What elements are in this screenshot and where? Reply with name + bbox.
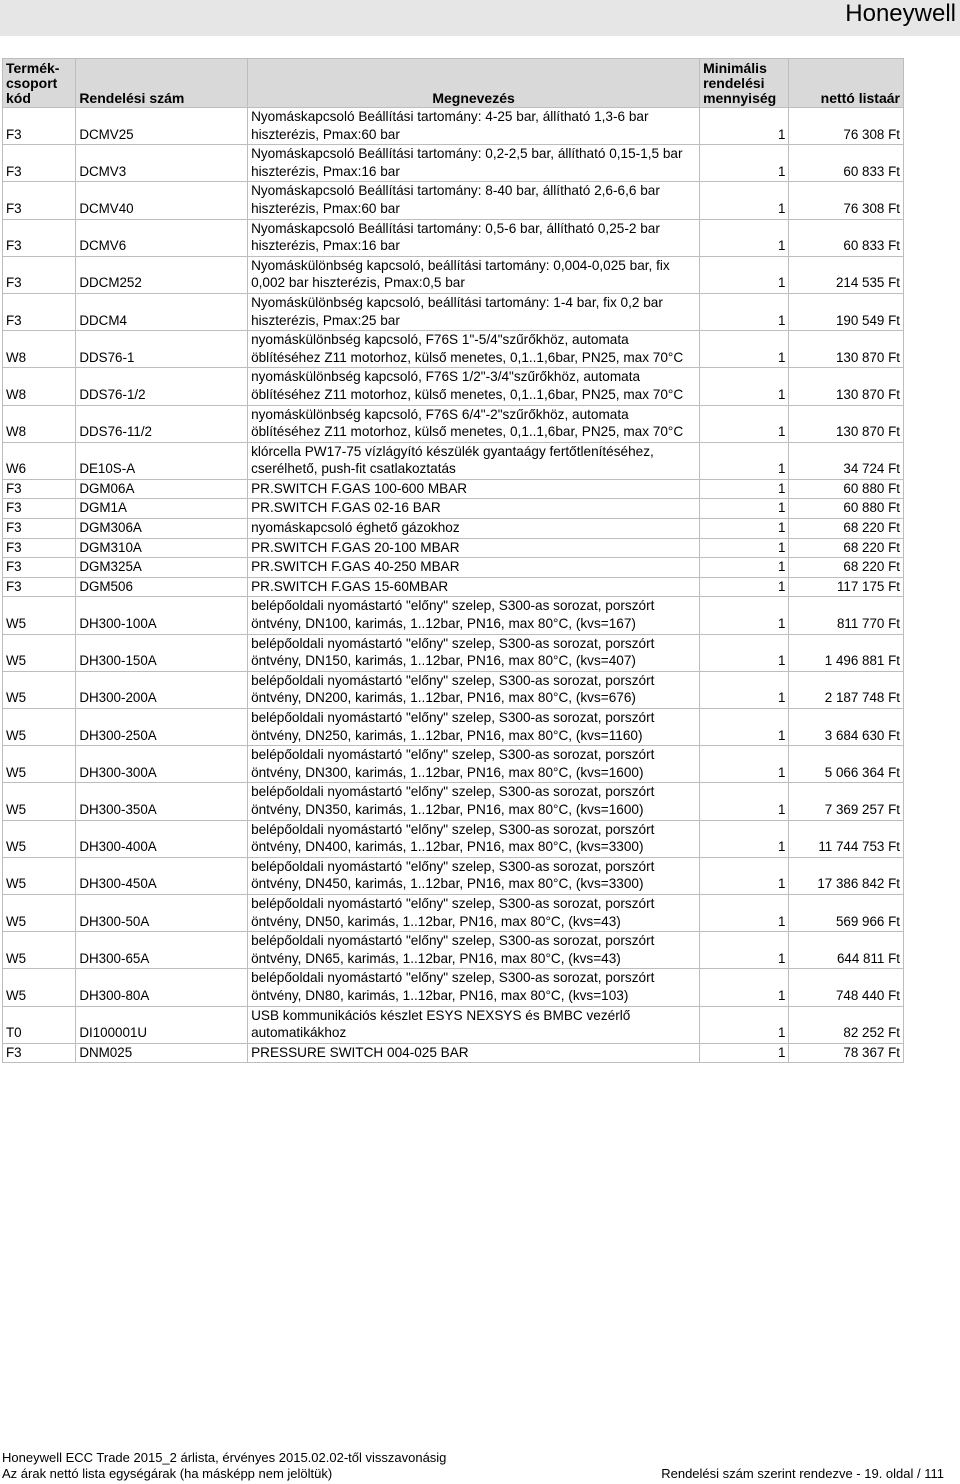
cell-description: belépőoldali nyomástartó "előny" szelep, S300-as sorozat, porszórt öntvény, DN50, karimás, 1..12bar, PN16, max 80°C, (kvs=43) xyxy=(248,894,700,931)
cell-min-qty: 1 xyxy=(700,1043,789,1063)
cell-description: USB kommunikációs készlet ESYS NEXSYS és BMBC vezérlő automatikákhoz xyxy=(248,1006,700,1043)
col-header-min-qty: Minimális rendelési mennyiség xyxy=(700,59,789,108)
table-row xyxy=(3,709,904,746)
cell-min-qty: 1 xyxy=(700,538,789,558)
table-row xyxy=(3,219,904,256)
cell-description: belépőoldali nyomástartó "előny" szelep, S300-as sorozat, porszórt öntvény, DN150, karimás, 1..12bar, PN16, max 80°C, (kvs=407) xyxy=(248,634,700,671)
cell-group: F3 xyxy=(3,293,76,330)
cell-group: W5 xyxy=(3,932,76,969)
cell-description: Nyomáskapcsoló Beállítási tartomány: 8-40 bar, állítható 2,6-6,6 bar hiszterézis, Pmax:60 bar xyxy=(248,182,700,219)
cell-description: Nyomáskapcsoló Beállítási tartomány: 0,5-6 bar, állítható 0,25-2 bar hiszterézis, Pmax:16 bar xyxy=(248,219,700,256)
cell-description: belépőoldali nyomástartó "előny" szelep, S300-as sorozat, porszórt öntvény, DN200, karimás, 1..12bar, PN16, max 80°C, (kvs=676) xyxy=(248,671,700,708)
table-row xyxy=(3,368,904,405)
footer-validity: Honeywell ECC Trade 2015_2 árlista, érvényes 2015.02.02-től visszavonásig xyxy=(2,1450,447,1465)
cell-order-code: DCMV25 xyxy=(76,108,248,145)
table-row xyxy=(3,969,904,1006)
table-row xyxy=(3,1043,904,1063)
cell-description: klórcella PW17-75 vízlágyító készülék gyantaágy fertőtlenítéséhez, cserélhető, push-fit csatlakoztatás xyxy=(248,442,700,479)
col-header-description: Megnevezés xyxy=(248,59,700,108)
col-header-price: nettó listaár xyxy=(789,59,904,108)
cell-group: W5 xyxy=(3,746,76,783)
cell-order-code: DNM025 xyxy=(76,1043,248,1063)
cell-min-qty: 1 xyxy=(700,894,789,931)
table-row xyxy=(3,746,904,783)
cell-order-code: DCMV3 xyxy=(76,145,248,182)
table-row xyxy=(3,519,904,539)
cell-order-code: DGM310A xyxy=(76,538,248,558)
cell-group: W5 xyxy=(3,634,76,671)
cell-order-code: DE10S-A xyxy=(76,442,248,479)
cell-price: 214 535 Ft xyxy=(789,256,904,293)
cell-min-qty: 1 xyxy=(700,597,789,634)
cell-description: nyomáskapcsoló éghető gázokhoz xyxy=(248,519,700,539)
cell-description: nyomáskülönbség kapcsoló, F76S 6/4"-2"szűrőkhöz, automata öblítéséhez Z11 motorhoz, külső menetes, 0,1..1,6bar, PN25, max 70°C xyxy=(248,405,700,442)
cell-price: 82 252 Ft xyxy=(789,1006,904,1043)
cell-group: W5 xyxy=(3,597,76,634)
cell-price: 60 880 Ft xyxy=(789,499,904,519)
cell-group: F3 xyxy=(3,145,76,182)
cell-min-qty: 1 xyxy=(700,558,789,578)
cell-price: 117 175 Ft xyxy=(789,577,904,597)
table-row xyxy=(3,857,904,894)
table-row xyxy=(3,479,904,499)
cell-description: Nyomáskülönbség kapcsoló, beállítási tartomány: 0,004-0,025 bar, fix 0,002 bar hiszterézis, Pmax:0,5 bar xyxy=(248,256,700,293)
table-row xyxy=(3,783,904,820)
table-row xyxy=(3,1006,904,1043)
cell-min-qty: 1 xyxy=(700,671,789,708)
cell-group: W5 xyxy=(3,894,76,931)
cell-price: 68 220 Ft xyxy=(789,519,904,539)
table-row xyxy=(3,405,904,442)
cell-min-qty: 1 xyxy=(700,108,789,145)
cell-order-code: DCMV6 xyxy=(76,219,248,256)
cell-group: W8 xyxy=(3,331,76,368)
cell-group: T0 xyxy=(3,1006,76,1043)
cell-min-qty: 1 xyxy=(700,331,789,368)
cell-order-code: DH300-50A xyxy=(76,894,248,931)
cell-min-qty: 1 xyxy=(700,182,789,219)
cell-min-qty: 1 xyxy=(700,1006,789,1043)
table-row xyxy=(3,442,904,479)
cell-price: 2 187 748 Ft xyxy=(789,671,904,708)
cell-description: belépőoldali nyomástartó "előny" szelep, S300-as sorozat, porszórt öntvény, DN250, karimás, 1..12bar, PN16, max 80°C, (kvs=1160) xyxy=(248,709,700,746)
cell-description: belépőoldali nyomástartó "előny" szelep, S300-as sorozat, porszórt öntvény, DN350, karimás, 1..12bar, PN16, max 80°C, (kvs=1600) xyxy=(248,783,700,820)
cell-order-code: DDCM4 xyxy=(76,293,248,330)
cell-order-code: DH300-450A xyxy=(76,857,248,894)
table-row xyxy=(3,182,904,219)
cell-min-qty: 1 xyxy=(700,145,789,182)
cell-min-qty: 1 xyxy=(700,577,789,597)
cell-description: belépőoldali nyomástartó "előny" szelep, S300-as sorozat, porszórt öntvény, DN100, karimás, 1..12bar, PN16, max 80°C, (kvs=167) xyxy=(248,597,700,634)
cell-order-code: DCMV40 xyxy=(76,182,248,219)
cell-order-code: DH300-80A xyxy=(76,969,248,1006)
table-row xyxy=(3,108,904,145)
footer-page-info: Rendelési szám szerint rendezve - 19. oldal / 111 xyxy=(661,1466,944,1481)
cell-order-code: DH300-65A xyxy=(76,932,248,969)
cell-price: 190 549 Ft xyxy=(789,293,904,330)
cell-group: F3 xyxy=(3,219,76,256)
cell-group: W5 xyxy=(3,709,76,746)
table-row xyxy=(3,671,904,708)
cell-min-qty: 1 xyxy=(700,857,789,894)
cell-price: 569 966 Ft xyxy=(789,894,904,931)
cell-price: 130 870 Ft xyxy=(789,331,904,368)
cell-group: F3 xyxy=(3,1043,76,1063)
cell-price: 748 440 Ft xyxy=(789,969,904,1006)
cell-group: W6 xyxy=(3,442,76,479)
cell-group: F3 xyxy=(3,256,76,293)
cell-min-qty: 1 xyxy=(700,783,789,820)
cell-order-code: DGM1A xyxy=(76,499,248,519)
cell-order-code: DI100001U xyxy=(76,1006,248,1043)
cell-order-code: DH300-100A xyxy=(76,597,248,634)
table-body xyxy=(3,108,904,1063)
cell-group: F3 xyxy=(3,577,76,597)
cell-order-code: DGM06A xyxy=(76,479,248,499)
cell-order-code: DGM506 xyxy=(76,577,248,597)
cell-price: 60 880 Ft xyxy=(789,479,904,499)
cell-price: 3 684 630 Ft xyxy=(789,709,904,746)
cell-description: PRESSURE SWITCH 004-025 BAR xyxy=(248,1043,700,1063)
cell-description: belépőoldali nyomástartó "előny" szelep, S300-as sorozat, porszórt öntvény, DN400, karimás, 1..12bar, PN16, max 80°C, (kvs=3300) xyxy=(248,820,700,857)
cell-min-qty: 1 xyxy=(700,479,789,499)
table-row xyxy=(3,820,904,857)
footer-note: Az árak nettó lista egységárak (ha másképp nem jelöltük) xyxy=(2,1466,333,1481)
cell-description: Nyomáskülönbség kapcsoló, beállítási tartomány: 1-4 bar, fix 0,2 bar hiszterézis, Pmax:25 bar xyxy=(248,293,700,330)
cell-price: 76 308 Ft xyxy=(789,182,904,219)
cell-price: 644 811 Ft xyxy=(789,932,904,969)
page-header-bar xyxy=(0,0,960,36)
cell-price: 34 724 Ft xyxy=(789,442,904,479)
cell-min-qty: 1 xyxy=(700,709,789,746)
table-row xyxy=(3,256,904,293)
cell-group: F3 xyxy=(3,499,76,519)
table-row xyxy=(3,597,904,634)
cell-order-code: DDS76-1/2 xyxy=(76,368,248,405)
cell-price: 1 496 881 Ft xyxy=(789,634,904,671)
table-header-row xyxy=(3,59,904,108)
cell-price: 811 770 Ft xyxy=(789,597,904,634)
cell-price: 17 386 842 Ft xyxy=(789,857,904,894)
cell-price: 130 870 Ft xyxy=(789,368,904,405)
cell-description: belépőoldali nyomástartó "előny" szelep, S300-as sorozat, porszórt öntvény, DN65, karimás, 1..12bar, PN16, max 80°C, (kvs=43) xyxy=(248,932,700,969)
table-row xyxy=(3,538,904,558)
cell-price: 68 220 Ft xyxy=(789,558,904,578)
cell-order-code: DGM325A xyxy=(76,558,248,578)
cell-group: F3 xyxy=(3,108,76,145)
price-list-table xyxy=(2,58,904,1063)
cell-group: F3 xyxy=(3,479,76,499)
cell-min-qty: 1 xyxy=(700,932,789,969)
cell-order-code: DH300-350A xyxy=(76,783,248,820)
cell-description: belépőoldali nyomástartó "előny" szelep, S300-as sorozat, porszórt öntvény, DN80, karimás, 1..12bar, PN16, max 80°C, (kvs=103) xyxy=(248,969,700,1006)
table-row xyxy=(3,577,904,597)
table-row xyxy=(3,634,904,671)
cell-description: PR.SWITCH F.GAS 15-60MBAR xyxy=(248,577,700,597)
table-row xyxy=(3,894,904,931)
cell-min-qty: 1 xyxy=(700,405,789,442)
cell-group: W8 xyxy=(3,368,76,405)
table-row xyxy=(3,499,904,519)
cell-min-qty: 1 xyxy=(700,746,789,783)
col-header-group: Termék-csoport kód xyxy=(3,59,76,108)
cell-min-qty: 1 xyxy=(700,368,789,405)
cell-description: Nyomáskapcsoló Beállítási tartomány: 0,2-2,5 bar, állítható 0,15-1,5 bar hiszterézis, Pmax:16 bar xyxy=(248,145,700,182)
cell-price: 130 870 Ft xyxy=(789,405,904,442)
cell-order-code: DH300-250A xyxy=(76,709,248,746)
cell-order-code: DH300-400A xyxy=(76,820,248,857)
cell-price: 5 066 364 Ft xyxy=(789,746,904,783)
cell-description: Nyomáskapcsoló Beállítási tartomány: 4-25 bar, állítható 1,3-6 bar hiszterézis, Pmax:60 bar xyxy=(248,108,700,145)
cell-min-qty: 1 xyxy=(700,442,789,479)
cell-min-qty: 1 xyxy=(700,969,789,1006)
table-row xyxy=(3,932,904,969)
cell-min-qty: 1 xyxy=(700,256,789,293)
cell-group: F3 xyxy=(3,558,76,578)
table-row xyxy=(3,293,904,330)
cell-price: 11 744 753 Ft xyxy=(789,820,904,857)
cell-order-code: DGM306A xyxy=(76,519,248,539)
col-header-code: Rendelési szám xyxy=(76,59,248,108)
cell-min-qty: 1 xyxy=(700,293,789,330)
cell-price: 78 367 Ft xyxy=(789,1043,904,1063)
table-row xyxy=(3,145,904,182)
cell-min-qty: 1 xyxy=(700,519,789,539)
table-row xyxy=(3,331,904,368)
table-row xyxy=(3,558,904,578)
cell-order-code: DH300-150A xyxy=(76,634,248,671)
cell-group: F3 xyxy=(3,519,76,539)
cell-price: 60 833 Ft xyxy=(789,219,904,256)
cell-order-code: DH300-300A xyxy=(76,746,248,783)
cell-group: W5 xyxy=(3,783,76,820)
cell-description: belépőoldali nyomástartó "előny" szelep, S300-as sorozat, porszórt öntvény, DN450, karimás, 1..12bar, PN16, max 80°C, (kvs=3300) xyxy=(248,857,700,894)
cell-price: 76 308 Ft xyxy=(789,108,904,145)
cell-description: PR.SWITCH F.GAS 40-250 MBAR xyxy=(248,558,700,578)
cell-price: 7 369 257 Ft xyxy=(789,783,904,820)
cell-price: 68 220 Ft xyxy=(789,538,904,558)
cell-description: PR.SWITCH F.GAS 20-100 MBAR xyxy=(248,538,700,558)
cell-group: W5 xyxy=(3,857,76,894)
cell-description: PR.SWITCH F.GAS 02-16 BAR xyxy=(248,499,700,519)
cell-order-code: DDS76-1 xyxy=(76,331,248,368)
cell-description: nyomáskülönbség kapcsoló, F76S 1/2"-3/4"szűrőkhöz, automata öblítéséhez Z11 motorhoz, külső menetes, 0,1..1,6bar, PN25, max 70°C xyxy=(248,368,700,405)
cell-group: F3 xyxy=(3,538,76,558)
cell-min-qty: 1 xyxy=(700,820,789,857)
cell-group: W5 xyxy=(3,671,76,708)
cell-order-code: DDS76-11/2 xyxy=(76,405,248,442)
cell-min-qty: 1 xyxy=(700,634,789,671)
cell-min-qty: 1 xyxy=(700,219,789,256)
cell-price: 60 833 Ft xyxy=(789,145,904,182)
cell-description: PR.SWITCH F.GAS 100-600 MBAR xyxy=(248,479,700,499)
cell-group: W8 xyxy=(3,405,76,442)
cell-order-code: DH300-200A xyxy=(76,671,248,708)
cell-group: W5 xyxy=(3,969,76,1006)
cell-group: F3 xyxy=(3,182,76,219)
cell-description: nyomáskülönbség kapcsoló, F76S 1"-5/4"szűrőkhöz, automata öblítéséhez Z11 motorhoz, külső menetes, 0,1..1,6bar, PN25, max 70°C xyxy=(248,331,700,368)
cell-group: W5 xyxy=(3,820,76,857)
cell-min-qty: 1 xyxy=(700,499,789,519)
cell-description: belépőoldali nyomástartó "előny" szelep, S300-as sorozat, porszórt öntvény, DN300, karimás, 1..12bar, PN16, max 80°C, (kvs=1600) xyxy=(248,746,700,783)
cell-order-code: DDCM252 xyxy=(76,256,248,293)
brand-name: Honeywell xyxy=(845,0,956,27)
